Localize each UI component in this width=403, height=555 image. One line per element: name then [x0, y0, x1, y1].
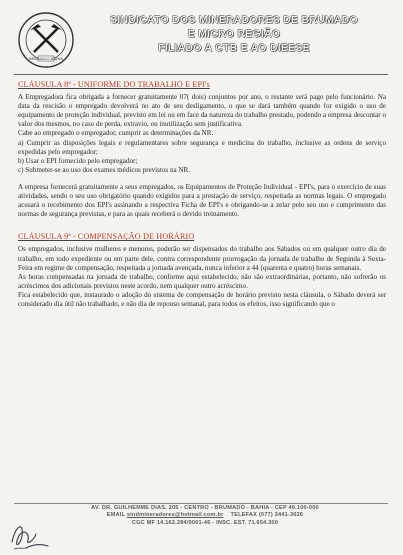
handwritten-signature — [6, 518, 66, 552]
footer-email-link[interactable]: sindmineradores@hotmail.com.br — [126, 512, 224, 519]
footer-contact-line — [60, 512, 350, 519]
letterhead-footer — [60, 505, 350, 527]
clause-8-item-b: b) Usar o EPI fornecido pelo empregador; — [18, 156, 138, 165]
footer-address: AV. DR. GUILHERME DIAS, 205 - CENTRO - BRUMADO - BAHIA - CEP 46.100-000 — [91, 505, 319, 511]
clause-8-item-a: a) Cumprir as disposições legais e regulamentares sobre segurança e medicina do trabalho, inclusive as ordens de serviço expedidas pelo empregador; — [18, 138, 386, 156]
letterhead-line-1: SINDICATO DOS MINERADORES DE BRUMADO — [110, 15, 358, 26]
footer-divider — [14, 503, 388, 504]
document-body — [18, 80, 386, 309]
clause-9-title: CLÁUSULA 9ª - COMPENSAÇÃO DE HORÁRIO — [18, 232, 195, 242]
footer-email-label: EMAIL — [106, 512, 126, 519]
letterhead-text — [84, 14, 384, 56]
footer-phone: TELEFAX (077) 3441-3026 — [230, 512, 304, 519]
letterhead-line-2: E MICRO REGIÃO — [187, 29, 281, 40]
logo-caption: BRUMADO-BAHIA — [29, 56, 63, 61]
footer-cgc: CGC MF 14.162.284/0001-46 - INSC. EST. 71.654.300 — [131, 519, 279, 526]
clause-9-paragraph-3: Fica estabelecido que, instaurado o adoção do sistema de compensação de horário previsto nesta cláusula, o Sábado deverá ser considerado dia útil não trabalhado, e não dia de repouso semanal, para todos os efeitos, isso significando que o — [18, 290, 386, 308]
clause-8-paragraph-1: A Empregadora fica obrigada a fornecer gratuitamente 07( dois) conjuntos por ano, o restante será pago pelo funcionário. Na data da rescisão o empregado devolverá no ato de seu desligamento, o que se dará também quando for exigido o uso de equipamento de proteção individual, previsto em lei ou em face da natureza do trabalho prestado, podendo a empresa descontar o valor dos mesmos, no caso de perda, extravio, ou inutilização sem justificativa. — [18, 93, 386, 129]
clause-9-paragraph-2: As horas compensadas na jornada de trabalho, conforme aqui estabelecido, não são extraordinárias, portanto, não sofrerão os acréscimos dos adicionais previstos neste acordo, nem qualquer outro acréscimo. — [18, 272, 386, 290]
union-logo-icon — [16, 10, 76, 70]
letterhead — [14, 6, 392, 72]
header-divider — [14, 74, 388, 75]
clause-8-item-c: c) Submeter-se ao uso dos exames médicos previstos na NR. — [18, 165, 191, 174]
clause-8-title: CLÁUSULA 8ª - UNIFORME DO TRABALHO E EPI's — [18, 80, 210, 89]
clause-8-paragraph-3: A empresa fornecerá gratuitamente a seus empregados, os Equipamentos de Proteção Individual - EPI's, para o exercício de suas atividades, sendo o seu uso obrigatório quando exigidos para a prestação de serviço, respeitada as normas legais. O empregado acusará o recebimento dos EPI's assinando a respectiva Ficha de EPI's e obrigando-se a zelar pelo seu uso e cumprimento das normas de segurança previstas, e para as quais receberá o devido treinamento. — [18, 182, 386, 219]
clause-8-paragraph-2: Cabe ao empregado o empregador, cumprir as determinações da NR. — [18, 129, 214, 138]
clause-9-paragraph-1: Os empregados, inclusive mulheres e menores, poderão ser dispensados do trabalho aos Sábados ou em qualquer outro dia de trabalho, em todo expediente ou em parte dele, contra correspondente prorrogação da jornada de trabalho de Segunda à Sexta-Feira em regime de compensação, respeitada a jornada avençada, nunca inferior a 44 (quarenta e quatro) horas semanais. — [18, 245, 386, 272]
letterhead-line-3: FILIADO A CTB E AO DIEESE — [158, 43, 310, 54]
